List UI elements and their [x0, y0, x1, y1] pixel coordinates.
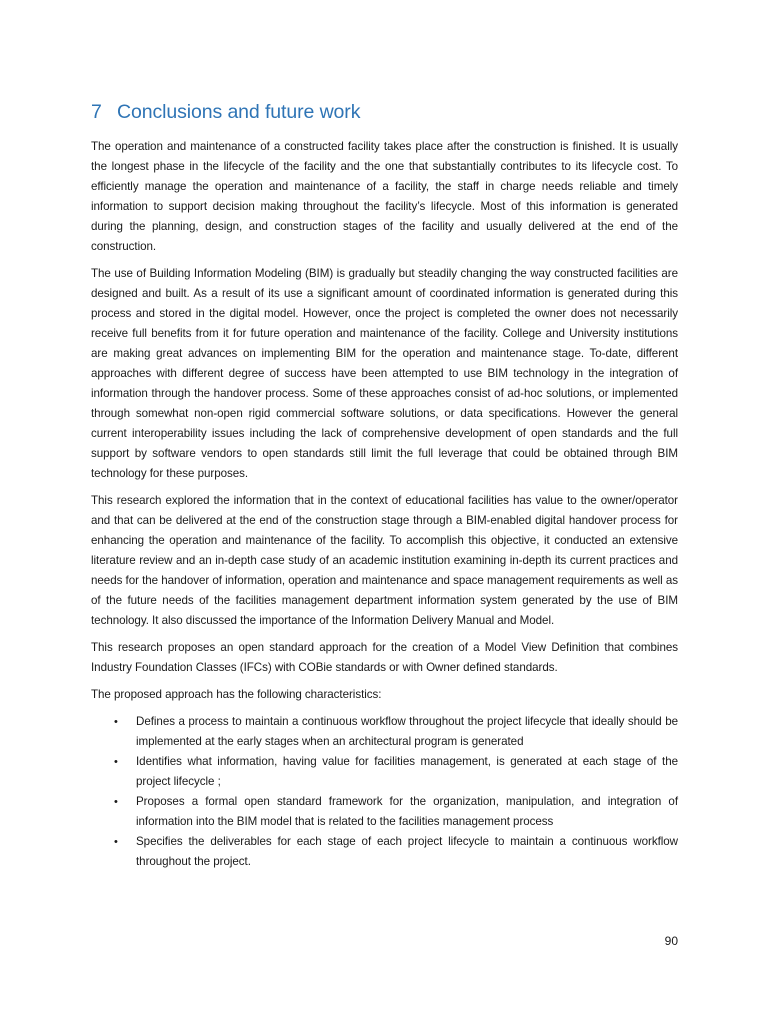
section-number: 7	[91, 101, 102, 123]
paragraph: This research proposes an open standard approach for the creation of a Model View Definition that combines Industry Foundation Classes (IFCs) with COBie standards or with Owner defined standards.	[91, 641, 678, 674]
list-item-text: Defines a process to maintain a continuous workflow throughout the project lifecycle that ideally should be implemented at the early stages when an architectural program is generated	[136, 715, 678, 748]
bullet-icon: •	[114, 756, 118, 768]
list-item	[91, 712, 678, 752]
bullet-icon: •	[114, 836, 118, 848]
paragraph: The use of Building Information Modeling (BIM) is gradually but steadily changing the way constructed facilities are designed and built. As a result of its use a significant amount of coordinated information is generated during this process and stored in the digital model. However, once the project is completed the owner does not necessarily receive full benefits from it for future operation and maintenance of the facility. College and University institutions are making great advances on implementing BIM for the operation and maintenance stage. To-date, different approaches with different degree of success have been attempted to use BIM technology in the integration of information through the handover process. Some of these approaches consist of ad-hoc solutions, or implemented through somewhat non-open rigid commercial software solutions, or data specifications. However the general current interoperability issues including the lack of comprehensive development of open standards and the full support by software vendors to open standards still limit the full leverage that could be obtained through BIM technology for these purposes.	[91, 267, 678, 480]
list-item	[91, 792, 678, 832]
paragraph: The operation and maintenance of a constructed facility takes place after the construction is finished. It is usually the longest phase in the lifecycle of the facility and the one that substantially contributes to its lifecycle cost. To efficiently manage the operation and maintenance of a facility, the staff in charge needs reliable and timely information to support decision making throughout the facility’s lifecycle. Most of this information is generated during the planning, design, and construction stages of the facility and usually delivered at the end of the construction.	[91, 140, 678, 253]
list-item	[91, 832, 678, 872]
list-item-text: Identifies what information, having value for facilities management, is generated at each stage of the project lifecycle ;	[136, 755, 678, 788]
bullet-icon: •	[114, 716, 118, 728]
list-item-text: Specifies the deliverables for each stage of each project lifecycle to maintain a continuous workflow throughout the project.	[136, 835, 678, 868]
section-heading	[91, 101, 691, 124]
list-item	[91, 752, 678, 792]
bullet-icon: •	[114, 796, 118, 808]
paragraph: The proposed approach has the following characteristics:	[91, 688, 382, 701]
body-text	[91, 137, 678, 872]
section-title: Conclusions and future work	[117, 101, 361, 123]
characteristics-list	[91, 712, 678, 872]
page-number: 90	[664, 934, 678, 948]
list-item-text: Proposes a formal open standard framework for the organization, manipulation, and integration of information into the BIM model that is related to the facilities management process	[136, 795, 678, 828]
paragraph: This research explored the information that in the context of educational facilities has value to the owner/operator and that can be delivered at the end of the construction stage through a BIM-enabled digital handover process for enhancing the operation and maintenance of the facility. To accomplish this objective, it conducted an extensive literature review and an in-depth case study of an academic institution examining in-depth its current practices and needs for the handover of information, operation and maintenance and space management requirements as well as of the future needs of the facilities management department information system generated by the use of BIM technology. It also discussed the importance of the Information Delivery Manual and Model.	[91, 494, 678, 627]
